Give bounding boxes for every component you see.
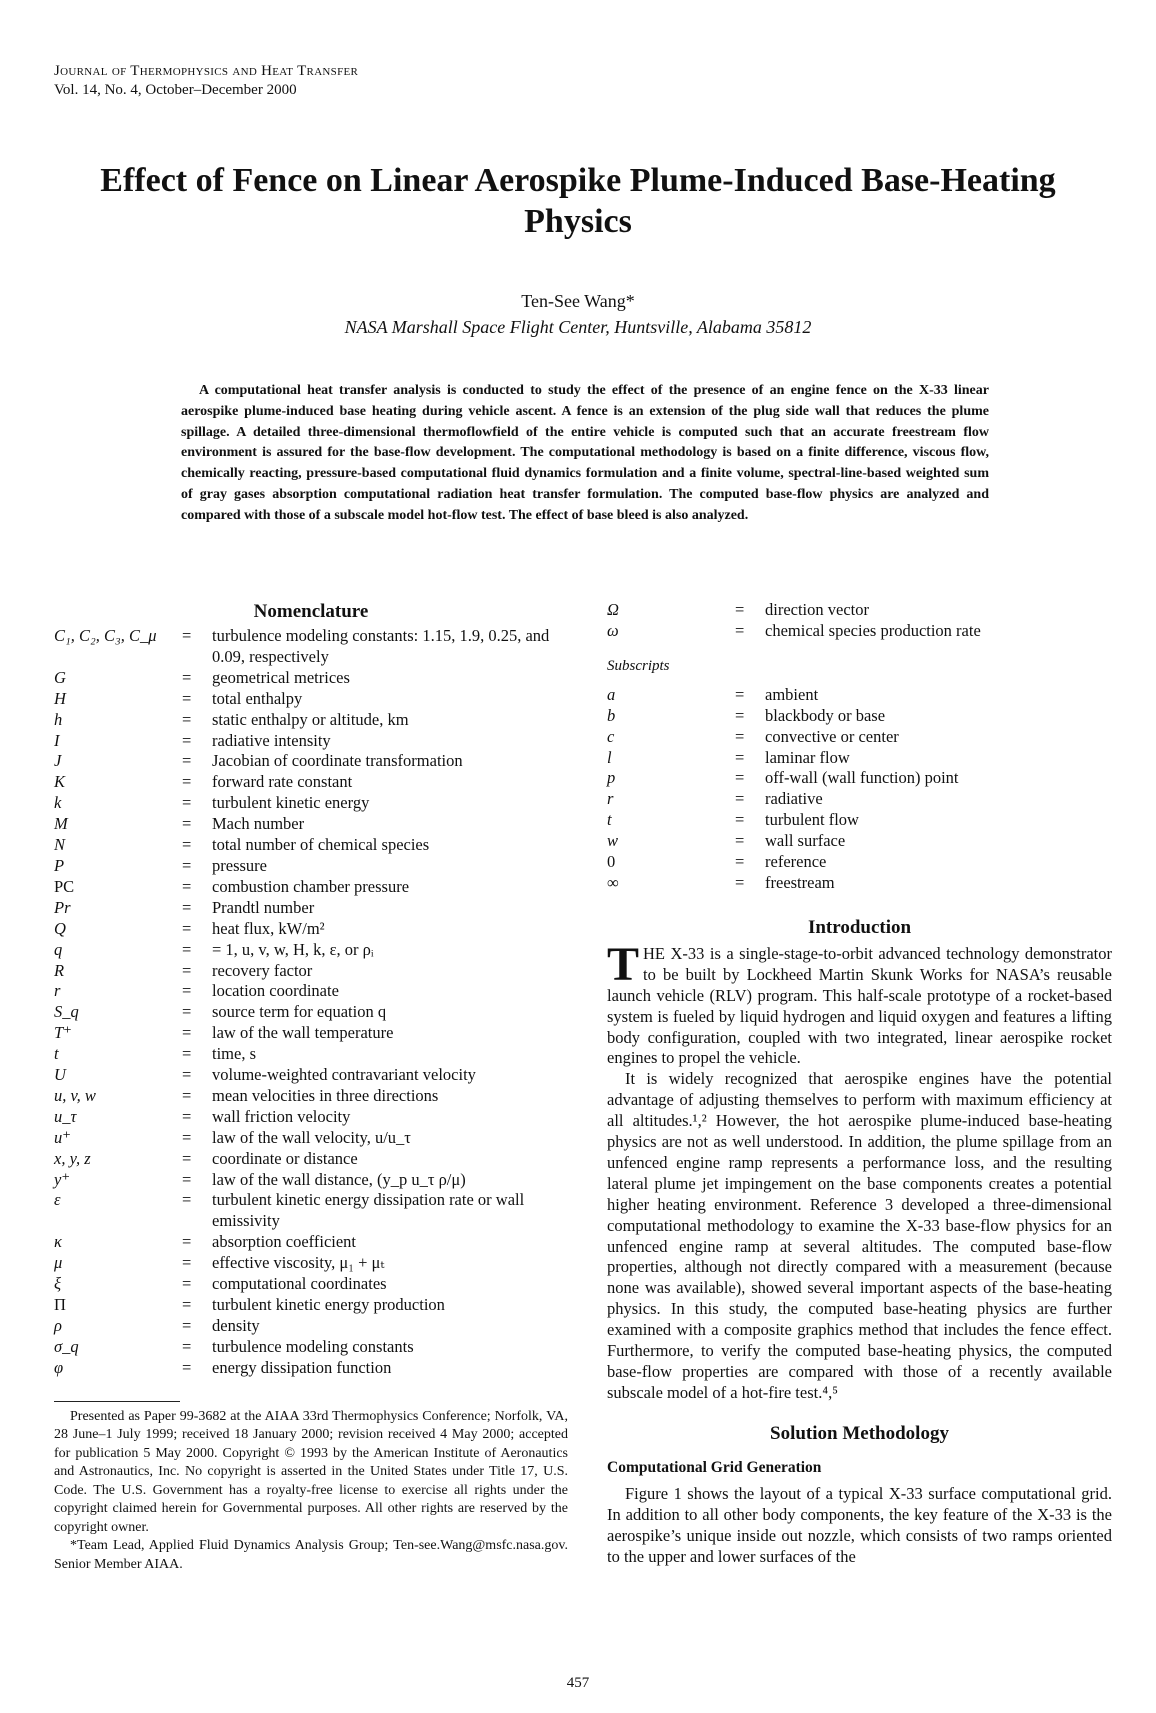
subscript-equals: =: [735, 747, 745, 767]
subscript-row: [607, 748, 1112, 769]
nomenclature-equals: =: [182, 1044, 192, 1064]
footnote-divider: [54, 1401, 180, 1402]
solution-heading: Solution Methodology: [770, 1422, 949, 1444]
nomenclature-equals: =: [182, 688, 192, 708]
subscript-row: [607, 873, 1112, 894]
subscripts-label: Subscripts: [607, 657, 670, 674]
nomenclature-row: [54, 940, 568, 961]
nomenclature-symbol: N: [54, 835, 66, 855]
nomenclature-equals: =: [182, 1169, 192, 1189]
nomenclature-row: [607, 621, 1112, 642]
nomenclature-definition: Mach number: [212, 814, 305, 834]
subscript-row: [607, 789, 1112, 810]
nomenclature-definition: turbulence modeling constants: 1.15, 1.9, 0.25, and 0.09, respectively: [212, 626, 550, 666]
subscript-equals: =: [735, 726, 745, 746]
nomenclature-definition: = 1, u, v, w, H, k, ε, or ρᵢ: [212, 939, 374, 959]
nomenclature-symbol: h: [54, 709, 63, 729]
subscript-definition: blackbody or base: [765, 705, 886, 725]
nomenclature-definition: forward rate constant: [212, 772, 353, 792]
nomenclature-symbol: ξ: [54, 1274, 62, 1294]
nomenclature-symbol: Π: [54, 1295, 66, 1314]
subscript-definition: convective or center: [765, 726, 899, 746]
nomenclature-row: [54, 751, 568, 772]
nomenclature-symbol: T⁺: [54, 1023, 72, 1043]
nomenclature-row: [54, 1023, 568, 1044]
introduction-paragraph-1: [607, 937, 1112, 1069]
nomenclature-symbol: u_τ: [54, 1106, 77, 1126]
nomenclature-equals: =: [182, 1002, 192, 1022]
nomenclature-equals: =: [182, 1336, 192, 1356]
nomenclature-row: [54, 981, 568, 1002]
nomenclature-symbol: κ: [54, 1232, 62, 1252]
nomenclature-symbol: Pr: [54, 897, 71, 917]
subscript-row: [607, 727, 1112, 748]
subscript-equals: =: [735, 684, 745, 704]
nomenclature-row: [54, 877, 568, 898]
nomenclature-definition: heat flux, kW/m²: [212, 918, 325, 938]
subscript-equals: =: [735, 831, 745, 851]
nomenclature-row: [54, 835, 568, 856]
nomenclature-row: [54, 1316, 568, 1337]
nomenclature-row: [54, 1065, 568, 1086]
nomenclature-symbol: M: [54, 814, 68, 834]
subscript-row: [607, 831, 1112, 852]
nomenclature-equals: =: [182, 1295, 192, 1314]
nomenclature-equals: =: [182, 939, 192, 959]
nomenclature-definition: total enthalpy: [212, 688, 303, 708]
nomenclature-symbol: K: [54, 772, 66, 792]
nomenclature-equals: =: [182, 897, 192, 917]
nomenclature-symbol: ε: [54, 1190, 61, 1210]
nomenclature-equals: =: [182, 667, 192, 687]
left-column: [54, 600, 568, 1574]
nomenclature-symbol: H: [54, 688, 66, 708]
nomenclature-equals: =: [182, 855, 192, 875]
nomenclature-definition: law of the wall distance, (y_p u_τ ρ/μ): [212, 1169, 466, 1189]
nomenclature-symbol: r: [54, 981, 61, 1001]
nomenclature-definition: chemical species production rate: [765, 620, 981, 640]
nomenclature-definition: geometrical metrices: [212, 667, 350, 687]
subscript-equals: =: [735, 705, 745, 725]
journal-header: [54, 62, 358, 100]
nomenclature-definition: law of the wall velocity, u/u_τ: [212, 1127, 411, 1147]
subscript-symbol: l: [607, 747, 612, 767]
nomenclature-row: [54, 1149, 568, 1170]
nomenclature-equals: =: [182, 751, 192, 771]
nomenclature-equals: =: [182, 772, 192, 792]
paper-title: Effect of Fence on Linear Aerospike Plume-Induced Base-Heating Physics: [100, 162, 1056, 240]
nomenclature-symbol: C₁, C₂, C₃, C_μ: [54, 626, 157, 645]
nomenclature-equals: =: [182, 1253, 192, 1273]
nomenclature-definition: density: [212, 1315, 260, 1335]
subscript-row: [607, 768, 1112, 789]
journal-name: Journal of Thermophysics and Heat Transfer: [54, 63, 359, 79]
nomenclature-row: [54, 1232, 568, 1253]
nomenclature-row: [54, 689, 568, 710]
nomenclature-row: [54, 668, 568, 689]
nomenclature-row: [607, 600, 1112, 621]
nomenclature-equals: =: [182, 1106, 192, 1126]
nomenclature-definition: effective viscosity, μ₁ + μₜ: [212, 1253, 385, 1273]
nomenclature-definition: Jacobian of coordinate transformation: [212, 751, 463, 771]
nomenclature-definition: time, s: [212, 1044, 256, 1064]
journal-issue: Vol. 14, No. 4, October–December 2000: [54, 82, 297, 98]
nomenclature-equals: =: [182, 626, 192, 645]
nomenclature-definition: turbulent kinetic energy: [212, 793, 370, 813]
nomenclature-symbol: Q: [54, 918, 66, 938]
solution-paragraph-1: Figure 1 shows the layout of a typical X-33 surface computational grid. In addition to all other body components, the key feature of the X-33 is the aerospike’s unique inside out nozzle, which consists of two ramps oriented to the upper and lower surfaces of the: [607, 1483, 1112, 1566]
nomenclature-definition: turbulent kinetic energy production: [212, 1295, 445, 1314]
nomenclature-symbol: R: [54, 960, 65, 980]
nomenclature-definition: pressure: [212, 855, 267, 875]
nomenclature-symbol: P: [54, 855, 65, 875]
nomenclature-symbol: σ_q: [54, 1336, 79, 1356]
nomenclature-equals: =: [182, 1315, 192, 1335]
subscript-symbol: c: [607, 726, 615, 746]
subscript-definition: laminar flow: [765, 747, 850, 767]
nomenclature-equals: =: [182, 1065, 192, 1085]
nomenclature-symbol: U: [54, 1065, 66, 1085]
nomenclature-definition: combustion chamber pressure: [212, 876, 410, 896]
nomenclature-definition: computational coordinates: [212, 1274, 387, 1294]
nomenclature-symbol: u, v, w: [54, 1085, 96, 1105]
subscript-row: [607, 852, 1112, 873]
introduction-paragraph-1-text: HE X-33 is a single-stage-to-orbit advanced technology demonstrator to be built by Lockheed Martin Skunk Works for NASA’s reusable launch vehicle (RLV) program. This half-scale prototype of a rocket-based system is fueled by liquid hydrogen and liquid oxygen and features a lifting body configuration, coupled with two integrated, linear aerospike rocket engines to propel the vehicle.: [607, 943, 1112, 1068]
nomenclature-definition: absorption coefficient: [212, 1232, 357, 1252]
nomenclature-equals: =: [182, 1085, 192, 1105]
nomenclature-definition: location coordinate: [212, 981, 339, 1001]
nomenclature-row: [54, 961, 568, 982]
footnote-presented: Presented as Paper 99-3682 at the AIAA 33rd Thermophysics Conference; Norfolk, VA, 28 June–1 July 1999; received 18 January 2000; revision received 4 May 2000; accepted for publication 5 May 2000. Copyright © 1993 by the American Institute of Aeronautics and Astronautics, Inc. No copyright is asserted in the United States under Title 17, U.S. Code. The U.S. Government has a royalty-free license to exercise all rights under the copyright claimed herein for Governmental purposes. All other rights are reserved by the copyright owner.: [54, 1408, 568, 1535]
grid-generation-subheading: Computational Grid Generation: [607, 1458, 822, 1476]
nomenclature-row: [54, 772, 568, 793]
nomenclature-list-continued: [607, 600, 1112, 642]
subscript-definition: freestream: [765, 872, 835, 892]
author-affiliation: NASA Marshall Space Flight Center, Huntsville, Alabama 35812: [344, 317, 812, 337]
subscript-definition: wall surface: [765, 831, 846, 851]
nomenclature-equals: =: [182, 918, 192, 938]
subscript-symbol: r: [607, 789, 614, 809]
nomenclature-equals: =: [182, 1274, 192, 1294]
nomenclature-equals: =: [182, 1148, 192, 1168]
nomenclature-symbol: φ: [54, 1357, 64, 1377]
subscript-row: [607, 706, 1112, 727]
nomenclature-row: [54, 793, 568, 814]
nomenclature-row: [54, 1190, 568, 1232]
nomenclature-definition: law of the wall temperature: [212, 1023, 394, 1043]
nomenclature-row: [54, 626, 568, 668]
nomenclature-equals: =: [182, 730, 192, 750]
nomenclature-definition: mean velocities in three directions: [212, 1085, 439, 1105]
subscript-symbol: p: [607, 768, 616, 788]
nomenclature-definition: recovery factor: [212, 960, 313, 980]
nomenclature-symbol: t: [54, 1044, 59, 1064]
abstract: A computational heat transfer analysis is conducted to study the effect of the presence of an engine fence on the X-33 linear aerospike plume-induced base heating during vehicle ascent. A fence is an extension of the plug side wall that reduces the plume spillage. A detailed three-dimensional thermoflowfield of the entire vehicle is computed such that an accurate freestream flow environment is assured for the base-flow development. The computational methodology is based on a finite difference, viscous flow, chemically reacting, pressure-based computational fluid dynamics formulation and a finite volume, spectral-line-based weighted sum of gray gases absorption computational radiation heat transfer formulation. The computed base-flow physics are analyzed and compared with those of a subscale model hot-flow test. The effect of base bleed is also analyzed.: [181, 383, 989, 523]
nomenclature-symbol: J: [54, 751, 62, 771]
nomenclature-definition: source term for equation q: [212, 1002, 387, 1022]
subscripts-list: [607, 685, 1112, 894]
nomenclature-row: [54, 1295, 568, 1316]
nomenclature-symbol: G: [54, 667, 66, 687]
nomenclature-row: [54, 710, 568, 731]
nomenclature-symbol: k: [54, 793, 62, 813]
nomenclature-row: [54, 1274, 568, 1295]
nomenclature-list: [54, 626, 568, 1379]
nomenclature-symbol: ρ: [54, 1315, 62, 1335]
nomenclature-row: [54, 731, 568, 752]
nomenclature-definition: turbulence modeling constants: [212, 1336, 414, 1356]
nomenclature-row: [54, 1358, 568, 1379]
nomenclature-row: [54, 1170, 568, 1191]
nomenclature-definition: static enthalpy or altitude, km: [212, 709, 409, 729]
nomenclature-definition: energy dissipation function: [212, 1357, 392, 1377]
introduction-heading: Introduction: [807, 916, 912, 938]
nomenclature-row: [54, 1128, 568, 1149]
subscript-symbol: 0: [607, 852, 616, 872]
nomenclature-symbol: ω: [607, 620, 619, 640]
nomenclature-equals: =: [182, 960, 192, 980]
nomenclature-equals: =: [182, 709, 192, 729]
subscript-equals: =: [735, 852, 745, 872]
nomenclature-heading: Nomenclature: [253, 601, 369, 622]
subscript-row: [607, 810, 1112, 831]
nomenclature-symbol: Ω: [607, 600, 619, 619]
nomenclature-symbol: q: [54, 939, 63, 959]
nomenclature-row: [54, 1002, 568, 1023]
subscript-symbol: t: [607, 810, 612, 830]
subscript-equals: =: [735, 768, 745, 788]
subscript-symbol: b: [607, 705, 616, 725]
subscript-row: [607, 685, 1112, 706]
subscript-definition: off-wall (wall function) point: [765, 768, 959, 788]
nomenclature-row: [54, 898, 568, 919]
footnote-author: *Team Lead, Applied Fluid Dynamics Analysis Group; Ten-see.Wang@msfc.nasa.gov. Senior Member AIAA.: [54, 1538, 568, 1572]
nomenclature-definition: wall friction velocity: [212, 1106, 351, 1126]
nomenclature-row: [54, 1044, 568, 1065]
nomenclature-row: [54, 1107, 568, 1128]
nomenclature-symbol: PC: [54, 876, 75, 896]
introduction-paragraph-2: It is widely recognized that aerospike engines have the potential advantage of adjusting themselves to perform with maximum efficiency at all altitudes.¹,² However, the hot aerospike plume-induced base-heating physics are not as well understood. In addition, the plume spillage from an unfenced engine ramp represents a performance loss, and the resulting lateral plume jet impingement on the base components creates a potential higher heating environment. Reference 3 developed a three-dimensional computational methodology to examine the X-33 base-flow physics for an unfenced engine ramp at several altitudes. The computed base-flow properties, although not directly compared with a measurement (because none was available), showed several important aspects of the base-heating physics. In this study, the computed base-heating physics are further examined with a composite graphics method that includes the fence effect. Furthermore, to verify the computed base-heating physics, the computed base-flow properties are compared with those of a recently available subscale model of a hot-fire test.⁴,⁵: [607, 1069, 1112, 1402]
nomenclature-definition: radiative intensity: [212, 730, 331, 750]
subscript-equals: =: [735, 810, 745, 830]
nomenclature-equals: =: [735, 600, 745, 619]
nomenclature-definition: volume-weighted contravariant velocity: [212, 1065, 476, 1085]
nomenclature-definition: total number of chemical species: [212, 835, 430, 855]
subscript-symbol: w: [607, 831, 619, 851]
subscript-definition: turbulent flow: [765, 810, 859, 830]
drop-cap: T: [607, 937, 640, 991]
nomenclature-symbol: S_q: [54, 1002, 79, 1022]
page-number: 457: [566, 1675, 590, 1691]
nomenclature-equals: =: [182, 793, 192, 813]
nomenclature-symbol: x, y, z: [54, 1148, 91, 1168]
subscript-definition: radiative: [765, 789, 823, 809]
subscript-definition: reference: [765, 852, 827, 872]
nomenclature-symbol: I: [54, 730, 60, 750]
nomenclature-symbol: u⁺: [54, 1127, 71, 1147]
nomenclature-definition: turbulent kinetic energy dissipation rate or wall emissivity: [212, 1190, 525, 1231]
nomenclature-equals: =: [182, 876, 192, 896]
nomenclature-row: [54, 1253, 568, 1274]
nomenclature-row: [54, 814, 568, 835]
nomenclature-equals: =: [182, 1127, 192, 1147]
nomenclature-definition: coordinate or distance: [212, 1148, 358, 1168]
nomenclature-equals: =: [735, 620, 745, 640]
nomenclature-definition: Prandtl number: [212, 897, 315, 917]
nomenclature-row: [54, 919, 568, 940]
nomenclature-row: [54, 1337, 568, 1358]
author-name: Ten-See Wang*: [521, 291, 635, 311]
subscript-symbol: ∞: [607, 872, 619, 892]
right-column: [607, 600, 1112, 1567]
subscript-equals: =: [735, 789, 745, 809]
nomenclature-equals: =: [182, 1232, 192, 1252]
subscript-definition: ambient: [765, 684, 819, 704]
nomenclature-equals: =: [182, 1190, 192, 1210]
nomenclature-symbol: μ: [54, 1253, 63, 1273]
nomenclature-equals: =: [182, 814, 192, 834]
nomenclature-equals: =: [182, 1023, 192, 1043]
nomenclature-definition: direction vector: [765, 600, 869, 619]
subscript-symbol: a: [607, 684, 616, 704]
nomenclature-equals: =: [182, 835, 192, 855]
subscript-equals: =: [735, 872, 745, 892]
nomenclature-symbol: y⁺: [54, 1169, 71, 1189]
nomenclature-equals: =: [182, 981, 192, 1001]
nomenclature-equals: =: [182, 1357, 192, 1377]
nomenclature-row: [54, 1086, 568, 1107]
nomenclature-row: [54, 856, 568, 877]
